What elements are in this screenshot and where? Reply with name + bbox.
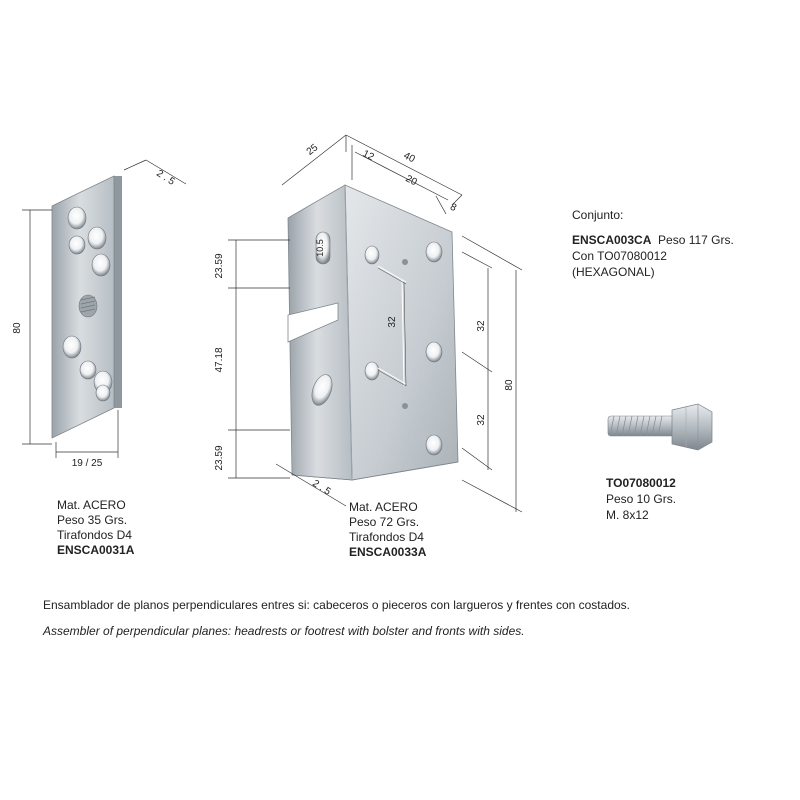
plate-material: Mat. ACERO (57, 498, 126, 512)
angle-right-32a-label: 32 (476, 320, 487, 332)
plate-hole-6 (80, 361, 96, 379)
plate-thickness-label: 2 . 5 (154, 167, 177, 188)
bolt-info (606, 475, 676, 523)
angle-slot-label: 10.5 (315, 239, 325, 257)
angle-bracket (288, 185, 458, 480)
angle-screws: Tirafondos D4 (349, 530, 424, 544)
angle-inner-32-label: 32 (387, 316, 398, 328)
set-info (572, 207, 734, 280)
bolt-weight: Peso 10 Grs. (606, 492, 677, 506)
angle-hole-3 (426, 342, 442, 362)
angle-hole-5 (426, 435, 442, 455)
caption-spanish: Ensamblador de planos perpendiculares entres si: cabeceros o pieceros con largueros y frentes con costados. (43, 598, 630, 612)
set-type: (HEXAGONAL) (572, 265, 655, 279)
plate-spacing-label: 19 / 25 (71, 458, 103, 469)
angle-left-mid-label: 47.18 (214, 347, 225, 373)
plate-hole-1 (68, 207, 86, 229)
angle-hole-4 (365, 362, 379, 380)
angle-info (349, 500, 426, 560)
set-with: Con TO07080012 (572, 249, 667, 263)
caption-english: Assembler of perpendicular planes: headrests or footrest with bolster and fronts with sides. (43, 624, 525, 638)
flat-plate (52, 176, 122, 438)
angle-top-8-label: 8 (448, 201, 459, 214)
set-heading: Conjunto: (572, 208, 624, 222)
plate-hole-2 (88, 227, 106, 249)
bolt-size: M. 8x12 (606, 508, 649, 522)
set-code: ENSCA003CA (572, 233, 652, 247)
angle-right-80-label: 80 (504, 379, 515, 391)
angle-top-12-label: 12 (360, 148, 376, 164)
plate-hole-8 (96, 385, 110, 401)
plate-weight: Peso 35 Grs. (57, 513, 128, 527)
plate-info (57, 498, 134, 558)
plate-hole-5 (63, 336, 81, 358)
angle-right-32b-label: 32 (476, 414, 487, 426)
plate-screws: Tirafondos D4 (57, 528, 132, 542)
angle-hole-2 (426, 242, 442, 262)
angle-code: ENSCA0033A (349, 545, 427, 559)
plate-hole-3 (69, 236, 85, 254)
angle-hole-1 (365, 246, 379, 264)
plate-height-label: 80 (12, 322, 23, 334)
hex-bolt (608, 404, 712, 450)
angle-top-width-label: 25 (304, 142, 321, 158)
bolt-code: TO07080012 (606, 476, 676, 490)
plate-code: ENSCA0031A (57, 543, 135, 557)
angle-material: Mat. ACERO (349, 500, 418, 514)
angle-top-40-label: 40 (401, 150, 417, 166)
angle-left-top-label: 23.59 (214, 253, 225, 279)
plate-hole-4 (92, 254, 110, 276)
angle-left-bot-label: 23.59 (214, 445, 225, 471)
angle-thickness-label: 2 . 5 (310, 477, 333, 498)
set-weight: Peso 117 Grs. (658, 233, 734, 247)
angle-weight: Peso 72 Grs. (349, 515, 420, 529)
angle-top-20-label: 20 (403, 173, 419, 189)
